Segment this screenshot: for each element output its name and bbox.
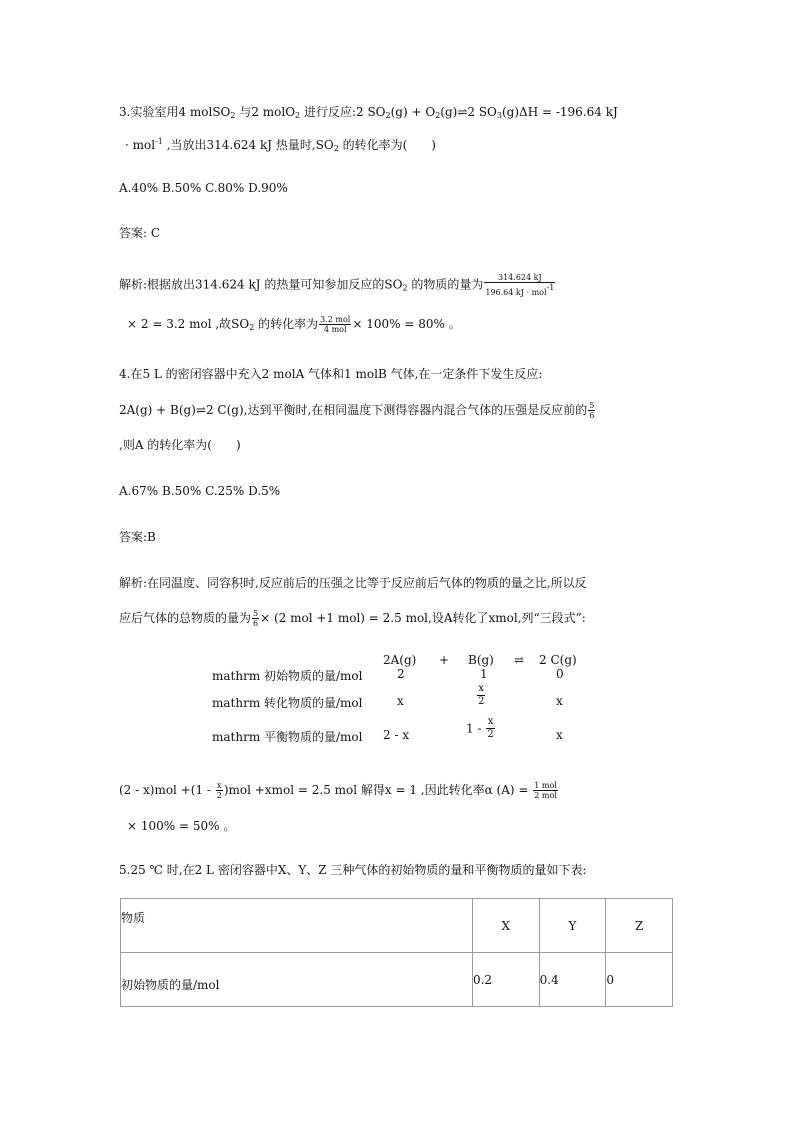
tri-header-arrow: ⇌ bbox=[514, 653, 525, 667]
q4-analysis-line1: 解析:在同温度、同容积时,反应前后的压强之比等于反应前后气体的物质的量之比,所以反 bbox=[119, 576, 587, 590]
q3-fraction-mol: $\frac{\text{3.2 mol}}{\text{4 mol}}$ bbox=[320, 315, 351, 334]
q4-stem-line1: 4.在5 L 的密闭容器中充入2 molA 气体和1 molB 气体,在一定条件下发生反应: bbox=[119, 367, 543, 381]
tri-r1-c: 0 bbox=[556, 667, 564, 681]
table-header-x: X bbox=[472, 899, 539, 953]
table-row bbox=[121, 953, 673, 1007]
table-row-label-initial: 初始物质的量/mol bbox=[121, 953, 473, 1007]
table-header-substance: 物质 bbox=[121, 899, 473, 953]
q4-fraction-x-2: $\frac{x}{2}$ bbox=[216, 781, 222, 800]
q4-stem-line2: 2A(g) + B(g)⇌2 C(g),达到平衡时,在相同温度下测得容器内混合气体的压强是反应前的 $\frac{5}{6}$ bbox=[119, 401, 595, 420]
tri-r1-b: 1 bbox=[480, 667, 488, 681]
tri-r2-c: x bbox=[556, 694, 563, 708]
table-header-row bbox=[121, 899, 673, 953]
q4-fraction-1mol-2mol: $\frac{\text{1 mol}}{\text{2 mol}}$ bbox=[534, 781, 557, 800]
q5-stem: 5.25 ℃ 时,在2 L 密闭容器中X、Y、Z 三种气体的初始物质的量和平衡物质的量如下表: bbox=[119, 863, 587, 877]
table-cell-z: 0 bbox=[606, 953, 673, 1007]
tri-r3-a: 2 - x bbox=[383, 728, 410, 742]
q3-fraction-heat: $\frac{314.624 kJ}{196.64 kJ \cdot mol^{-1}}$ bbox=[485, 273, 555, 297]
q3-options: A.40% B.50% C.80% D.90% bbox=[119, 181, 288, 195]
tri-header-b: B(g) bbox=[468, 653, 494, 667]
q4-options: A.67% B.50% C.25% D.5% bbox=[119, 484, 281, 498]
q3-analysis-line2: × 2 = 3.2 mol ,故$SO_2$ 的转化率为 $\frac{\text{3.2 mol}}{\text{4 mol}}$ × 100% = 80% 。 bbox=[127, 315, 461, 334]
tri-row-label-change: mathrm 转化物质的量/mol bbox=[212, 696, 363, 710]
q4-fraction-5-6b: $\frac{5}{6}$ bbox=[253, 609, 259, 628]
q3-stem-line1: 3.实验室用4 molSO$_2$ 与2 molO$_2$ 进行反应:2 $SO_2(g)$ + $O_2(g)\rightleftharpoons 2$ $SO_3(g)\Delta H = -196.64$ kJ bbox=[119, 105, 618, 120]
q3-answer: 答案: C bbox=[119, 226, 161, 240]
tri-r1-a: 2 bbox=[397, 667, 405, 681]
q3-stem-line2: · mol$^{-1}$ ,当放出314.624 kJ 热量时$,SO_2$ 的转化率为( ) bbox=[125, 137, 436, 153]
q4-fraction-5-6: $\frac{5}{6}$ bbox=[589, 401, 595, 420]
q4-stem-line3: ,则A 的转化率为( ) bbox=[119, 438, 241, 452]
q5-data-table bbox=[120, 898, 673, 1007]
table-cell-x: 0.2 bbox=[472, 953, 539, 1007]
q3-analysis-line1: 解析:根据放出314.624 kJ 的热量可知参加反应的$SO_2$ 的物质的量为 $\frac{314.624 kJ}{196.64 kJ \cdot mol^{-1}}$ bbox=[119, 273, 555, 297]
tri-r3-b: 1 - $\frac{x}{2}$ bbox=[466, 716, 494, 740]
tri-r2-b: $\frac{x}{2}$ bbox=[478, 683, 485, 707]
table-header-y: Y bbox=[539, 899, 606, 953]
q4-analysis-line2: 应后气体的总物质的量为 $\frac{5}{6}$ × (2 mol +1 mol) = 2.5 mol,设A转化了xmol,列“三段式”: bbox=[119, 609, 586, 628]
tri-row-label-initial: mathrm 初始物质的量/mol bbox=[212, 669, 363, 683]
tri-r3-c: x bbox=[556, 728, 563, 742]
table-cell-y: 0.4 bbox=[539, 953, 606, 1007]
tri-header-2c: 2 C(g) bbox=[539, 653, 577, 667]
q4-solve-line2: × 100% = 50% 。 bbox=[127, 819, 236, 833]
tri-row-label-equilibrium: mathrm 平衡物质的量/mol bbox=[212, 730, 363, 744]
tri-header-2a: 2A(g) bbox=[383, 653, 417, 667]
q4-solve-line1: (2 - x)mol +(1 - $\frac{x}{2}$ )mol +xmol = 2.5 mol 解得x = 1 ,因此转化率α (A) = $\frac{\text{1 mol}}{\text{2 mol}}$ bbox=[119, 781, 557, 800]
tri-r2-a: x bbox=[397, 694, 404, 708]
table-header-z: Z bbox=[606, 899, 673, 953]
tri-header-plus: + bbox=[439, 653, 450, 667]
q4-answer: 答案:B bbox=[119, 530, 156, 544]
